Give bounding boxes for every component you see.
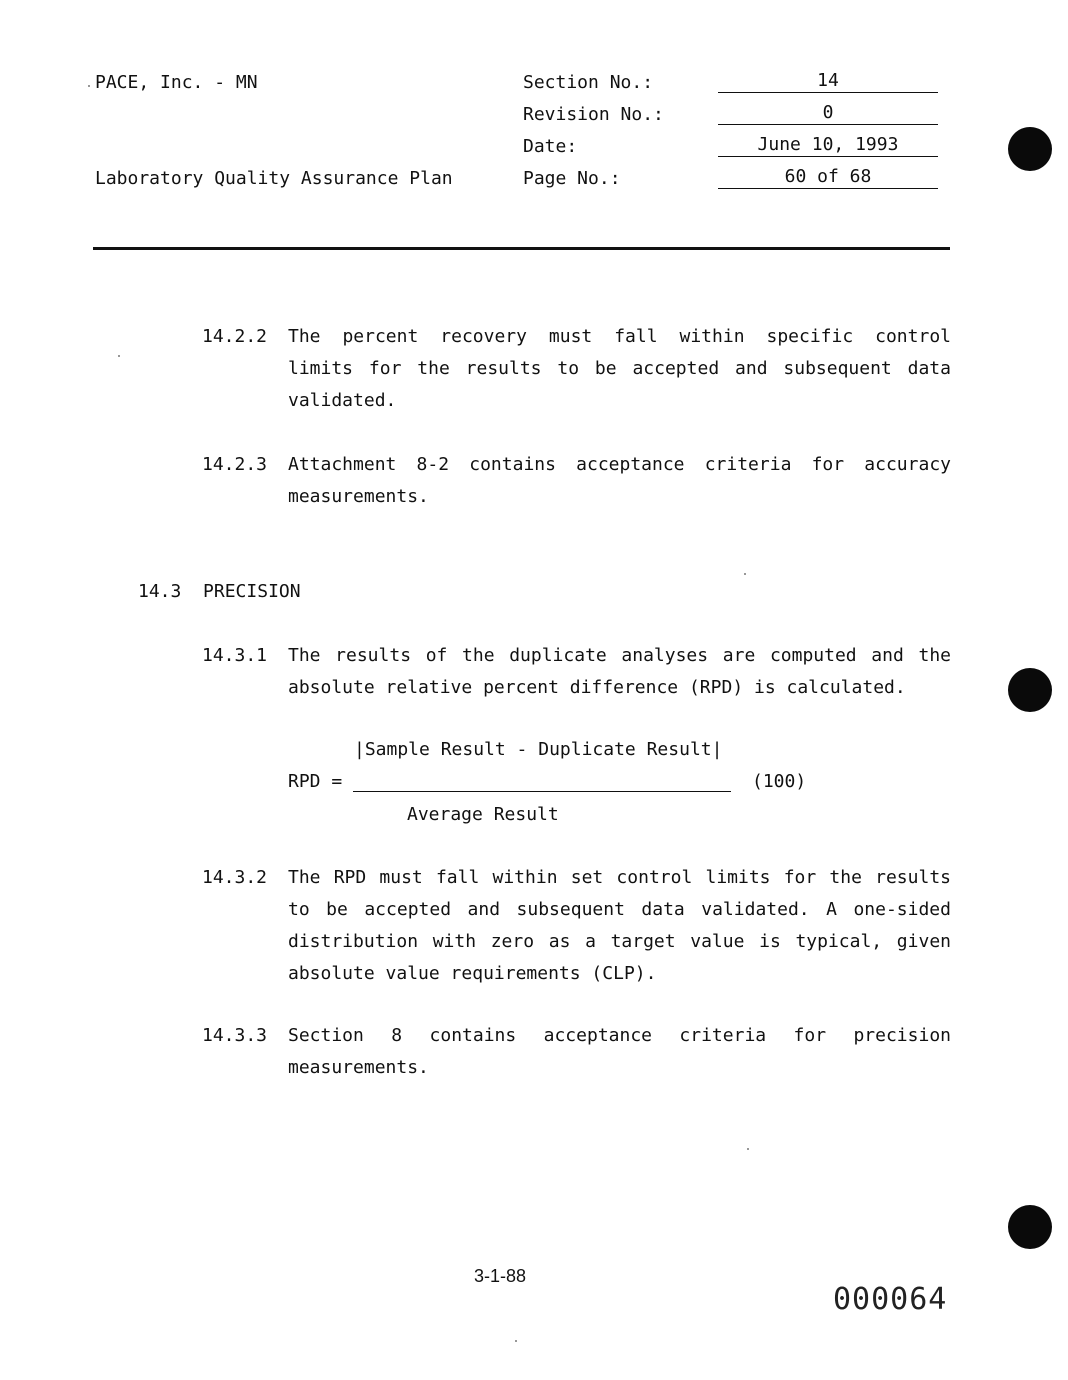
section-value: 14 bbox=[718, 70, 938, 93]
fraction-bar bbox=[353, 791, 731, 792]
section-heading-14-3 bbox=[138, 581, 301, 602]
revision-value: 0 bbox=[718, 102, 938, 125]
scan-speck bbox=[515, 1340, 517, 1342]
punch-hole-icon bbox=[1008, 668, 1052, 712]
text-line: The percent recovery must fall within specific control bbox=[288, 326, 951, 347]
text-line: absolute relative percent difference (RPD) is calculated. bbox=[288, 677, 906, 698]
scan-speck bbox=[88, 85, 90, 87]
date-value: June 10, 1993 bbox=[718, 134, 938, 157]
formula-lhs: RPD = bbox=[288, 771, 343, 792]
text-line: The results of the duplicate analyses are computed and the bbox=[288, 645, 951, 666]
formula-numerator: |Sample Result - Duplicate Result| bbox=[354, 739, 723, 760]
paragraph-14-3-3 bbox=[288, 1020, 951, 1084]
punch-hole-icon bbox=[1008, 127, 1052, 171]
text-line: to be accepted and subsequent data validated. A one-sided bbox=[288, 899, 951, 920]
header-divider bbox=[93, 247, 950, 250]
date-label: Date: bbox=[523, 136, 578, 157]
document-control-number: 000064 bbox=[833, 1282, 948, 1317]
text-line: measurements. bbox=[288, 486, 429, 507]
section-number-14-3-2: 14.3.2 bbox=[202, 867, 268, 888]
text-line: absolute value requirements (CLP). bbox=[288, 963, 657, 984]
plan-title: Laboratory Quality Assurance Plan bbox=[95, 168, 453, 189]
scan-speck bbox=[744, 573, 746, 575]
section-number-14-3-1: 14.3.1 bbox=[202, 645, 268, 666]
punch-hole-icon bbox=[1008, 1205, 1052, 1249]
text-line: The RPD must fall within set control limits for the results bbox=[288, 867, 951, 888]
section-label: Section No.: bbox=[523, 72, 654, 93]
paragraph-14-3-1 bbox=[288, 640, 951, 704]
scan-speck bbox=[747, 1148, 749, 1150]
text-line: Section 8 contains acceptance criteria for precision bbox=[288, 1025, 951, 1046]
revision-label: Revision No.: bbox=[523, 104, 664, 125]
paragraph-14-2-2 bbox=[288, 321, 951, 417]
organization-name: PACE, Inc. - MN bbox=[95, 72, 258, 93]
form-revision-date: 3-1-88 bbox=[474, 1266, 527, 1286]
text-line: limits for the results to be accepted and subsequent data bbox=[288, 358, 951, 379]
section-number-14-2-2: 14.2.2 bbox=[202, 326, 268, 347]
section-number-14-2-3: 14.2.3 bbox=[202, 454, 268, 475]
text-line: validated. bbox=[288, 390, 397, 411]
page-value: 60 of 68 bbox=[718, 166, 938, 189]
formula-multiplier: (100) bbox=[752, 771, 807, 792]
text-line: Attachment 8-2 contains acceptance criteria for accuracy bbox=[288, 454, 951, 475]
heading-title: PRECISION bbox=[203, 581, 301, 602]
section-number-14-3-3: 14.3.3 bbox=[202, 1025, 268, 1046]
page-label: Page No.: bbox=[523, 168, 621, 189]
text-line: measurements. bbox=[288, 1057, 429, 1078]
paragraph-14-2-3 bbox=[288, 449, 951, 513]
heading-number: 14.3 bbox=[138, 581, 182, 602]
scan-speck bbox=[118, 355, 120, 357]
text-line: distribution with zero as a target value is typical, given bbox=[288, 931, 951, 952]
formula-denominator: Average Result bbox=[407, 804, 559, 825]
paragraph-14-3-2 bbox=[288, 862, 951, 990]
